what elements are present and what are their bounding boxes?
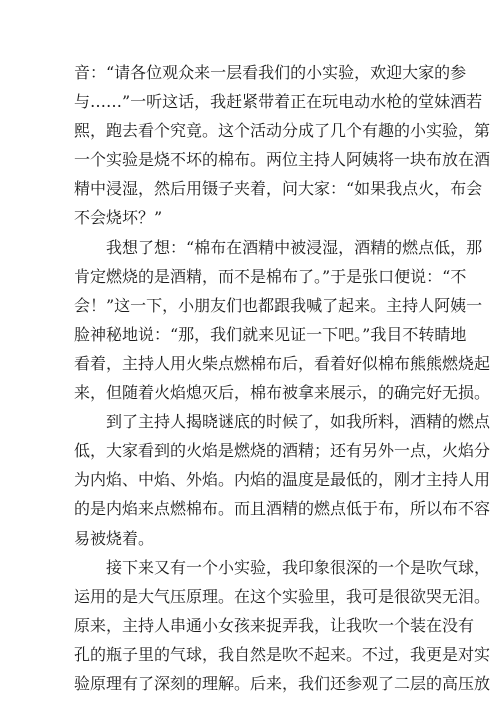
text-line: 运用的是大气压原理。在这个实验里，我可是很欲哭无泪。 xyxy=(74,586,491,606)
text-line: 精中浸湿，然后用镊子夹着，问大家：“如果我点火，布会 xyxy=(74,179,483,199)
text-line: 为内焰、中焰、外焰。内焰的温度是最低的，刚才主持人用 xyxy=(74,470,491,490)
text-line: 看着，主持人用火柴点燃棉布后，看着好似棉布熊熊燃烧起 xyxy=(74,353,491,373)
text-line: 不会烧坏？” xyxy=(74,208,163,228)
body-text xyxy=(74,58,491,698)
text-line: 低，大家看到的火焰是燃烧的酒精；还有另外一点，火焰分 xyxy=(74,441,491,461)
text-line: 我想了想：“棉布在酒精中被浸湿，酒精的燃点低，那 xyxy=(74,237,483,257)
text-line: 来，但随着火焰熄灭后，棉布被拿来展示，的确完好无损。 xyxy=(74,383,491,403)
text-line: 脸神秘地说：“那，我们就来见证一下吧。”我目不转睛地 xyxy=(74,324,467,344)
text-line: 接下来又有一个小实验，我印象很深的一个是吹气球， xyxy=(74,557,491,577)
text-line: 肯定燃烧的是酒精，而不是棉布了。”于是张口便说：“不 xyxy=(74,266,467,286)
text-line: 与……”一听这话，我赶紧带着正在玩电动水枪的堂妹酒若 xyxy=(74,92,483,112)
text-line: 音：“请各位观众来一层看我们的小实验，欢迎大家的参 xyxy=(74,63,467,82)
text-line: 会！”这一下，小朋友们也都跟我喊了起来。主持人阿姨一 xyxy=(74,295,483,315)
text-line: 验原理有了深刻的理解。后来，我们还参观了二层的高压放 xyxy=(74,673,491,693)
text-line: 熙，跑去看个究竟。这个活动分成了几个有趣的小实验，第 xyxy=(74,121,491,141)
text-line: 的是内焰来点燃棉布。而且酒精的燃点低于布，所以布不容 xyxy=(74,499,491,519)
text-line: 一个实验是烧不坏的棉布。两位主持人阿姨将一块布放在酒 xyxy=(74,150,491,170)
text-line: 易被烧着。 xyxy=(74,528,155,548)
text-line: 原来，主持人串通小女孩来捉弄我，让我吹一个装在没有 xyxy=(74,615,475,635)
text-line: 孔的瓶子里的气球，我自然是吹不起来。不过，我更是对实 xyxy=(74,644,491,664)
text-line: 到了主持人揭晓谜底的时候了，如我所料，酒精的燃点 xyxy=(74,412,491,432)
